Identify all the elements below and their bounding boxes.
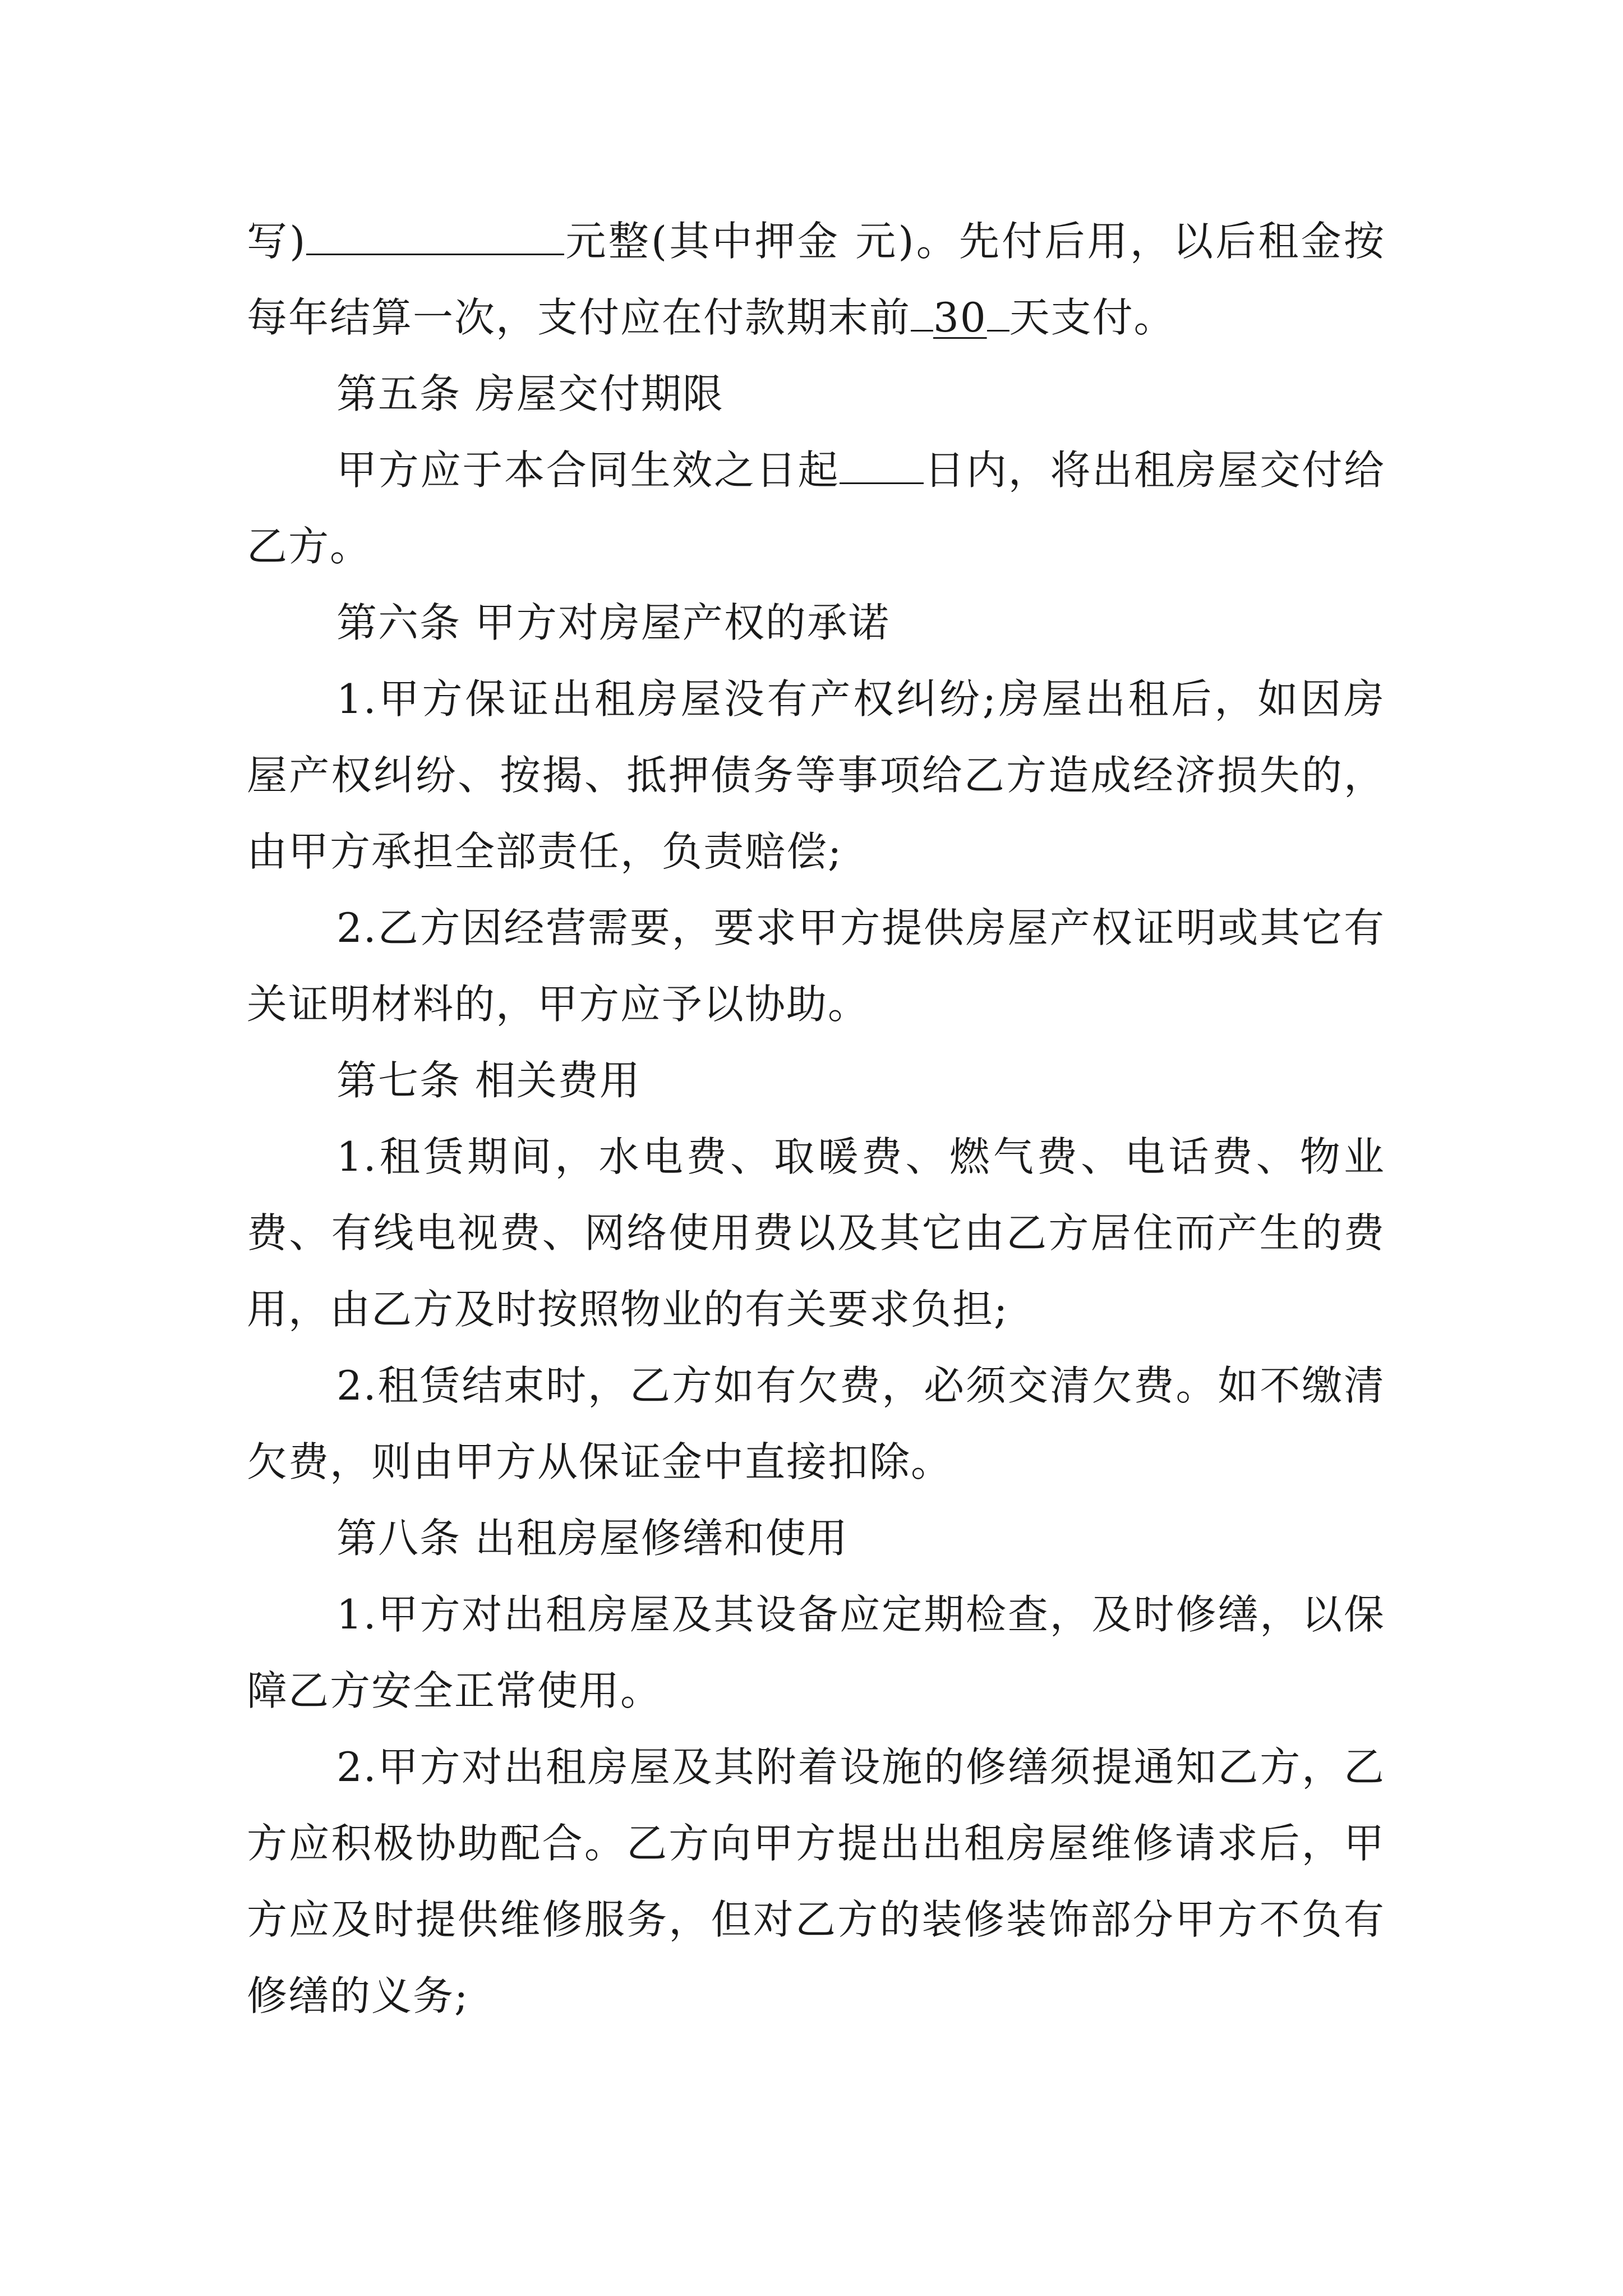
payment-days-value: 30 — [933, 294, 987, 341]
text-fragment: 写) — [247, 218, 307, 265]
text-fragment: 天支付。 — [1009, 294, 1175, 341]
article-heading-5: 第五条 房屋交付期限 — [336, 370, 724, 417]
article-heading-6: 第六条 甲方对房屋产权的承诺 — [336, 599, 890, 646]
paragraph-rent-payment — [247, 203, 1385, 356]
text-fragment: 日内，将出租房屋交付给乙方。 — [247, 447, 1385, 570]
text-fragment: 元整(其中押金 元)。先付后用，以后租金按每年结算一次，支付应在付款期末前 — [247, 218, 1385, 341]
paragraph-clause-8-1: 1.甲方对出租房屋及其设备应定期检查，及时修缮，以保障乙方安全正常使用。 — [247, 1591, 1385, 1714]
document-body — [247, 203, 1385, 2034]
paragraph-clause-6-2: 2.乙方因经营需要，要求甲方提供房屋产权证明或其它有关证明材料的，甲方应予以协助。 — [247, 904, 1385, 1028]
blank-prefix — [911, 296, 933, 332]
paragraph-clause-8-2: 2.甲方对出租房屋及其附着设施的修缮须提通知乙方，乙方应积极协助配合。乙方向甲方提出出租房屋维修请求后，甲方应及时提供维修服务，但对乙方的装修装饰部分甲方不负有修缮的义务; — [247, 1743, 1385, 2019]
paragraph-clause-7-2: 2.租赁结束时，乙方如有欠费，必须交清欠费。如不缴清欠费，则由甲方从保证金中直接扣除。 — [247, 1362, 1385, 1485]
paragraph-clause-6-1: 1.甲方保证出租房屋没有产权纠纷;房屋出租后，如因房屋产权纠纷、按揭、抵押债务等事项给乙方造成经济损失的，由甲方承担全部责任，负责赔偿; — [247, 675, 1385, 875]
article-heading-8: 第八条 出租房屋修缮和使用 — [336, 1515, 849, 1562]
blank-amount — [306, 220, 564, 255]
blank-suffix — [987, 296, 1009, 332]
paragraph-clause-7-1: 1.租赁期间，水电费、取暖费、燃气费、电话费、物业费、有线电视费、网络使用费以及其它由乙方居住而产生的费用，由乙方及时按照物业的有关要求负担; — [247, 1133, 1385, 1333]
blank-days — [840, 449, 924, 484]
article-heading-7: 第七条 相关费用 — [336, 1057, 641, 1104]
paragraph-delivery-term — [247, 432, 1385, 585]
text-fragment: 甲方应于本合同生效之日起 — [336, 447, 840, 494]
